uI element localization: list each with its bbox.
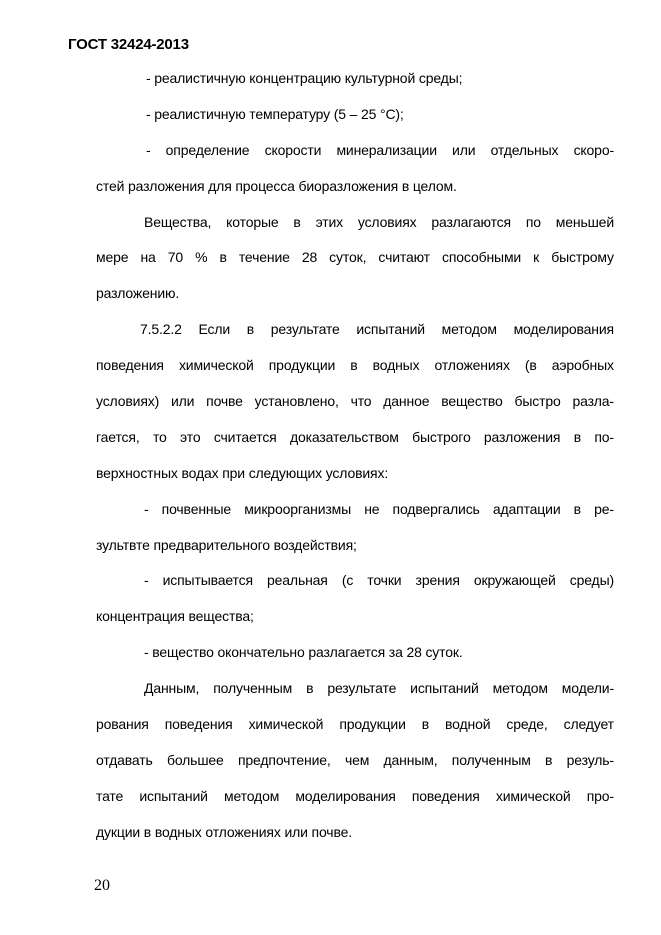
- word: испытаний: [410, 680, 479, 697]
- word: подвергались: [392, 500, 480, 517]
- word: в: [219, 249, 227, 266]
- word: 28: [301, 249, 318, 266]
- word: разла-: [572, 392, 614, 409]
- word: поведения: [96, 357, 164, 374]
- word: разложения: [483, 428, 561, 445]
- word: результате: [270, 321, 340, 338]
- word: почве: [206, 392, 243, 409]
- word: аэробных: [551, 357, 614, 374]
- word: (в: [524, 357, 537, 374]
- word: поведения: [164, 715, 233, 732]
- word: предпочтение,: [237, 751, 331, 768]
- word: отложениях: [434, 357, 510, 374]
- word: в: [573, 500, 581, 517]
- word: установлено,: [254, 392, 339, 409]
- text-line: верхностных водах при следующих условиях:: [96, 464, 389, 481]
- text-line: - реалистичную температуру (5 – 25 °С);: [146, 105, 404, 122]
- word: вещество: [441, 392, 503, 409]
- text-line: [96, 383, 614, 419]
- word: микроорганизмы: [244, 500, 352, 517]
- word: следует: [563, 715, 614, 732]
- word: окружающей: [473, 572, 556, 589]
- word: (с: [341, 572, 354, 589]
- word: испытаний: [356, 321, 425, 338]
- word: суток,: [329, 249, 367, 266]
- word: чем: [344, 751, 370, 768]
- word: условиях: [357, 213, 417, 230]
- word: результате: [327, 680, 397, 697]
- word: реальная: [267, 572, 328, 589]
- text-line: - вещество окончательно разлагается за 28 суток.: [144, 644, 463, 661]
- word: в: [573, 428, 581, 445]
- word: скорости: [264, 141, 322, 158]
- word: в: [246, 321, 255, 338]
- text-line: зультвте предварительного воздействия;: [96, 536, 357, 553]
- word: -: [146, 141, 151, 158]
- word: данное: [383, 392, 430, 409]
- word: гается,: [96, 428, 140, 445]
- word: в: [293, 213, 301, 230]
- word: данным,: [383, 751, 438, 768]
- word: резуль-: [566, 751, 614, 768]
- word: полученным: [213, 680, 293, 697]
- word: или: [452, 141, 476, 158]
- text-line: [96, 132, 614, 168]
- word: 7.5.2.2: [140, 321, 182, 338]
- word: быстрому: [551, 249, 614, 266]
- word: мере: [96, 249, 129, 266]
- word: точки: [367, 572, 402, 589]
- word: модели-: [561, 680, 614, 697]
- word: Вещества,: [144, 213, 212, 230]
- word: методом: [441, 321, 497, 338]
- word: в: [421, 715, 430, 732]
- word: доказательством: [289, 428, 399, 445]
- word: отдавать: [96, 751, 153, 768]
- document-body: [96, 60, 614, 850]
- word: адаптации: [492, 500, 561, 517]
- word: отдельных: [490, 141, 559, 158]
- text-line: разложению.: [96, 285, 180, 302]
- word: в: [545, 751, 553, 768]
- text-line: [96, 204, 614, 240]
- word: по-: [594, 428, 614, 445]
- word: химической: [248, 715, 324, 732]
- word: на: [140, 249, 156, 266]
- word: не: [364, 500, 380, 517]
- text-line: [96, 706, 614, 742]
- word: продукции: [268, 357, 336, 374]
- word: которые: [226, 213, 279, 230]
- word: испытаний: [139, 787, 208, 804]
- word: к: [533, 249, 540, 266]
- text-line: - реалистичную концентрацию культурной среды;: [146, 69, 463, 86]
- text-line: [96, 670, 614, 706]
- word: -: [144, 500, 149, 517]
- word: методом: [492, 680, 548, 697]
- word: химической: [178, 357, 254, 374]
- word: быстро: [514, 392, 561, 409]
- word: моделирования: [295, 787, 396, 804]
- word: то: [152, 428, 167, 445]
- word: это: [180, 428, 201, 445]
- word: ре-: [594, 500, 614, 517]
- word: тате: [96, 787, 124, 804]
- word: среды): [569, 572, 614, 589]
- word: про-: [586, 787, 614, 804]
- word: минерализации: [336, 141, 437, 158]
- word: скоро-: [573, 141, 614, 158]
- word: по: [525, 213, 541, 230]
- text-line: [96, 778, 614, 814]
- word: что: [350, 392, 372, 409]
- word: -: [144, 572, 149, 589]
- word: зрения: [415, 572, 460, 589]
- page-number: 20: [94, 877, 110, 894]
- word: большее: [166, 751, 224, 768]
- word: %: [195, 249, 208, 266]
- word: способными: [442, 249, 522, 266]
- word: среде,: [506, 715, 548, 732]
- word: быстрого: [412, 428, 471, 445]
- text-line: [96, 239, 614, 275]
- word: считают: [378, 249, 430, 266]
- word: моделирования: [513, 321, 614, 338]
- word: методом: [223, 787, 280, 804]
- text-line: [96, 347, 614, 383]
- word: в: [306, 680, 314, 697]
- word: полученным: [451, 751, 531, 768]
- word: в: [350, 357, 358, 374]
- word: разлагаются: [431, 213, 511, 230]
- text-line: [96, 562, 614, 598]
- document-code-header: ГОСТ 32424-2013: [68, 36, 189, 53]
- word: считается: [213, 428, 277, 445]
- word: течение: [238, 249, 290, 266]
- word: Данным,: [144, 680, 200, 697]
- text-line: [96, 419, 614, 455]
- word: почвенные: [161, 500, 232, 517]
- text-line: стей разложения для процесса биоразложения в целом.: [96, 177, 457, 194]
- text-line: [96, 311, 614, 347]
- word: водной: [445, 715, 491, 732]
- word: или: [170, 392, 195, 409]
- word: определение: [165, 141, 250, 158]
- word: меньшей: [555, 213, 614, 230]
- text-line: дукции в водных отложениях или почве.: [96, 823, 352, 840]
- word: 70: [167, 249, 184, 266]
- text-line: [96, 491, 614, 527]
- word: водных: [372, 357, 420, 374]
- word: химической: [495, 787, 571, 804]
- word: условиях): [96, 392, 160, 409]
- text-line: концентрация вещества;: [96, 608, 254, 625]
- text-line: [96, 742, 614, 778]
- word: испытывается: [162, 572, 253, 589]
- word: продукции: [339, 715, 406, 732]
- word: рования: [96, 715, 149, 732]
- word: поведения: [411, 787, 480, 804]
- word: Если: [198, 321, 231, 338]
- word: этих: [315, 213, 344, 230]
